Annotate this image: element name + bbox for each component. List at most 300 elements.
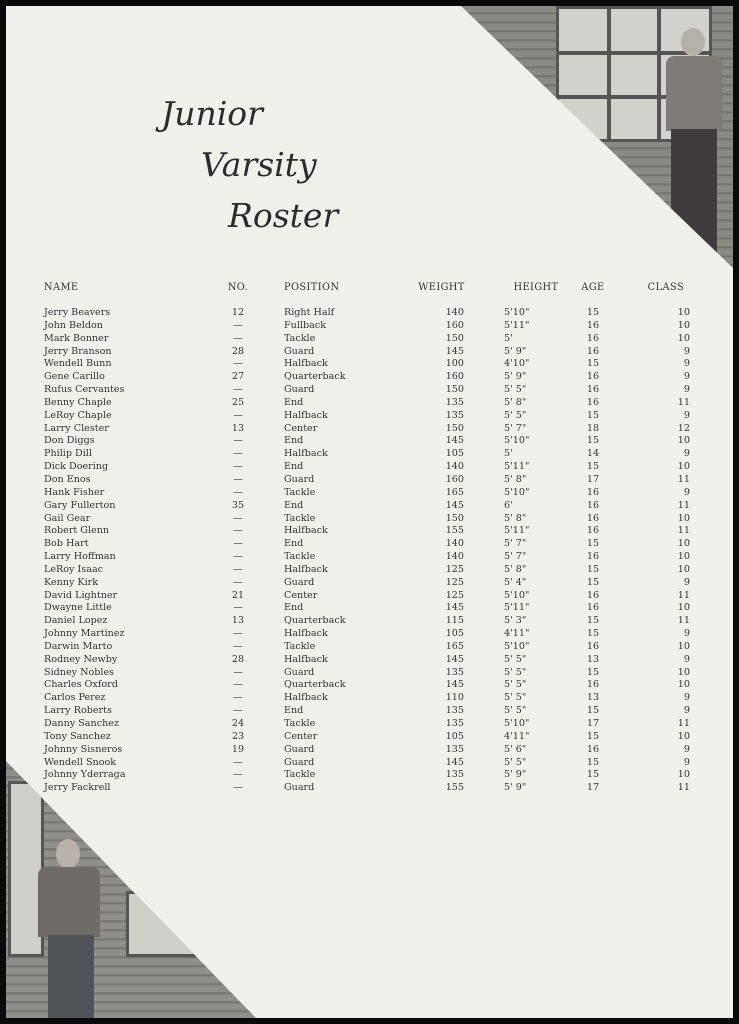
player-name: Benny Chaple [44, 396, 112, 408]
table-row [44, 525, 690, 538]
player-age: 15 [586, 538, 600, 550]
table-row [44, 577, 690, 590]
player-class: 10 [677, 461, 690, 473]
player-height: 5' 9" [504, 782, 527, 794]
player-name: LeRoy Isaac [44, 563, 104, 575]
player-position: Guard [284, 743, 315, 755]
table-row [44, 320, 690, 333]
player-age: 17 [586, 782, 600, 794]
player-position: Tackle [284, 551, 316, 563]
player-age: 15 [586, 563, 600, 575]
table-row [44, 602, 690, 615]
player-age: 16 [586, 486, 600, 498]
player-height: 5' 8" [504, 512, 527, 524]
player-number: — [233, 448, 243, 460]
player-weight: 160 [445, 473, 464, 485]
player-name: Carlos Perez [44, 692, 106, 704]
player-position: Tackle [284, 718, 316, 729]
player-class: 11 [677, 473, 690, 485]
player-age: 14 [586, 448, 600, 460]
player-class: 11 [677, 525, 690, 537]
player-weight: 140 [445, 307, 464, 318]
player-number: — [233, 666, 243, 678]
table-row [44, 448, 690, 461]
player-position: Halfback [284, 653, 328, 665]
table-row [44, 551, 690, 564]
player-age: 15 [586, 730, 600, 742]
player-weight: 150 [445, 384, 464, 396]
column-header-name: NAME [44, 282, 79, 293]
player-position: End [284, 602, 304, 614]
player-age: 13 [586, 692, 600, 704]
player-weight: 155 [445, 525, 464, 537]
player-age: 17 [586, 473, 600, 485]
player-height: 5' 8" [504, 473, 527, 485]
player-number: — [233, 769, 243, 781]
player-name: Johnny Yderraga [44, 769, 126, 781]
table-row [44, 615, 690, 628]
player-number: 28 [231, 345, 245, 357]
table-row [44, 538, 690, 551]
player-height: 5'11" [504, 461, 530, 473]
player-weight: 150 [445, 422, 464, 434]
player-age: 16 [586, 589, 600, 601]
player-class: 9 [683, 756, 690, 768]
player-position: Center [284, 422, 318, 434]
player-name: LeRoy Chaple [44, 409, 112, 421]
player-class: 10 [677, 307, 690, 318]
player-age: 15 [586, 705, 600, 717]
player-class: 11 [677, 499, 690, 511]
player-name: Charles Oxford [44, 679, 118, 691]
player-number: 12 [231, 307, 245, 318]
player-name: Gene Carillo [44, 371, 105, 383]
player-class: 11 [677, 782, 690, 794]
column-header-position: POSITION [284, 282, 340, 293]
player-name: Bob Hart [44, 538, 89, 550]
player-class: 9 [683, 576, 690, 588]
player-height: 5'10" [504, 307, 530, 318]
building-window [126, 891, 202, 957]
player-weight: 160 [445, 371, 464, 383]
player-weight: 135 [445, 409, 464, 421]
player-name: Tony Sanchez [44, 730, 111, 742]
player-age: 16 [586, 371, 600, 383]
player-height: 5'11" [504, 602, 530, 614]
player-height: 5'10" [504, 435, 530, 447]
player-weight: 165 [445, 640, 464, 652]
player-age: 16 [586, 499, 600, 511]
player-number: 13 [231, 422, 245, 434]
player-age: 15 [586, 461, 600, 473]
player-class: 9 [683, 358, 690, 370]
player-name: Rodney Newby [44, 653, 118, 665]
player-height: 5' 7" [504, 538, 527, 550]
table-row [44, 718, 690, 731]
player-height: 5'10" [504, 589, 530, 601]
player-height: 5'10" [504, 640, 530, 652]
player-number: — [233, 756, 243, 768]
player-height: 4'11" [504, 628, 530, 640]
player-age: 15 [586, 576, 600, 588]
table-row [44, 371, 690, 384]
player-position: Halfback [284, 358, 328, 370]
player-head [681, 28, 705, 56]
player-height: 5' 5" [504, 666, 527, 678]
column-header-no: NO. [227, 282, 249, 293]
table-row [44, 692, 690, 705]
player-class: 9 [683, 371, 690, 383]
player-height: 5'10" [504, 486, 530, 498]
player-name: Kenny Kirk [44, 576, 99, 588]
table-row [44, 744, 690, 757]
player-position: Guard [284, 576, 315, 588]
player-number: 25 [231, 396, 245, 408]
player-position: Halfback [284, 525, 328, 537]
player-height: 4'11" [504, 730, 530, 742]
table-row [44, 435, 690, 448]
player-height: 5' 8" [504, 396, 527, 408]
player-age: 16 [586, 640, 600, 652]
player-age: 15 [586, 615, 600, 627]
player-height: 5' 6" [504, 743, 527, 755]
player-class: 10 [677, 602, 690, 614]
player-weight: 135 [445, 718, 464, 729]
table-row [44, 410, 690, 423]
player-class: 9 [683, 409, 690, 421]
player-position: End [284, 435, 304, 447]
player-weight: 125 [445, 589, 464, 601]
player-height: 5' [504, 448, 513, 460]
player-height: 5' 9" [504, 345, 527, 357]
table-row [44, 731, 690, 744]
player-age: 15 [586, 435, 600, 447]
player-number: — [233, 512, 243, 524]
player-name: Dwayne Little [44, 602, 112, 614]
player-height: 5' 7" [504, 422, 527, 434]
player-number: — [233, 576, 243, 588]
player-age: 16 [586, 512, 600, 524]
player-name: Philip Dill [44, 448, 92, 460]
page-title [156, 88, 338, 241]
player-weight: 140 [445, 551, 464, 563]
player-name: Mark Bonner [44, 332, 109, 344]
player-name: Daniel Lopez [44, 615, 108, 627]
player-height: 5' 5" [504, 384, 527, 396]
player-name: John Beldon [44, 319, 103, 331]
player-class: 9 [683, 692, 690, 704]
table-row [44, 333, 690, 346]
column-header-age: AGE [581, 282, 605, 293]
table-row [44, 679, 690, 692]
player-position: Center [284, 730, 318, 742]
player-height: 4'10" [504, 358, 530, 370]
player-name: Gary Fullerton [44, 499, 116, 511]
column-header-height: HEIGHT [513, 282, 559, 293]
table-row [44, 769, 690, 782]
player-name: Sidney Nobles [44, 666, 115, 678]
player-photo-top [461, 6, 733, 268]
player-age: 18 [586, 422, 600, 434]
player-weight: 105 [445, 730, 464, 742]
player-class: 12 [677, 422, 690, 434]
player-weight: 155 [445, 782, 464, 794]
player-position: End [284, 705, 304, 717]
player-number: 28 [231, 653, 245, 665]
player-position: Quarterback [284, 679, 346, 691]
player-age: 16 [586, 384, 600, 396]
player-age: 16 [586, 551, 600, 563]
player-name: Danny Sanchez [44, 718, 119, 729]
player-number: 23 [231, 730, 245, 742]
player-weight: 115 [445, 615, 464, 627]
player-class: 10 [677, 319, 690, 331]
player-position: Guard [284, 473, 315, 485]
table-row [44, 384, 690, 397]
player-class: 10 [677, 679, 690, 691]
player-class: 9 [683, 486, 690, 498]
player-class: 11 [677, 615, 690, 627]
roster-body [44, 307, 690, 795]
player-name: Don Enos [44, 473, 91, 485]
player-number: — [233, 332, 243, 344]
player-name: Dick Doering [44, 461, 109, 473]
player-number: — [233, 692, 243, 704]
player-name: Larry Hoffman [44, 551, 116, 563]
player-weight: 165 [445, 486, 464, 498]
player-age: 16 [586, 602, 600, 614]
player-weight: 100 [445, 358, 464, 370]
player-class: 10 [677, 640, 690, 652]
player-age: 15 [586, 666, 600, 678]
player-name: Robert Glenn [44, 525, 110, 537]
title-line-2: Varsity [201, 145, 317, 184]
table-row [44, 474, 690, 487]
player-position: Tackle [284, 512, 316, 524]
player-position: Right Half [284, 307, 335, 318]
player-age: 16 [586, 319, 600, 331]
table-row [44, 358, 690, 371]
player-position: Quarterback [284, 615, 346, 627]
player-number: — [233, 435, 243, 447]
player-name: Darwin Marto [44, 640, 113, 652]
player-weight: 135 [445, 666, 464, 678]
player-name: Hank Fisher [44, 486, 105, 498]
player-class: 11 [677, 589, 690, 601]
player-number: 27 [231, 371, 245, 383]
table-row [44, 397, 690, 410]
player-height: 5'10" [504, 718, 530, 729]
player-position: Halfback [284, 628, 328, 640]
table-row [44, 564, 690, 577]
player-position: End [284, 538, 304, 550]
player-position: Halfback [284, 409, 328, 421]
player-name: Jerry Branson [44, 345, 112, 357]
player-legs [671, 129, 717, 255]
player-age: 16 [586, 345, 600, 357]
roster-header-row [44, 282, 690, 307]
player-number: — [233, 551, 243, 563]
player-number: — [233, 679, 243, 691]
player-height: 5' 9" [504, 769, 527, 781]
table-row [44, 500, 690, 513]
player-weight: 135 [445, 396, 464, 408]
player-weight: 145 [445, 499, 464, 511]
player-number: 35 [231, 499, 245, 511]
player-position: Tackle [284, 332, 316, 344]
table-row [44, 590, 690, 603]
player-weight: 140 [445, 461, 464, 473]
player-position: Guard [284, 345, 315, 357]
player-class: 11 [677, 396, 690, 408]
table-row [44, 461, 690, 474]
player-number: — [233, 602, 243, 614]
player-age: 16 [586, 396, 600, 408]
player-class: 9 [683, 345, 690, 357]
player-position: End [284, 396, 304, 408]
table-row [44, 487, 690, 500]
player-torso [666, 56, 722, 131]
player-weight: 150 [445, 512, 464, 524]
yearbook-page [6, 6, 733, 1018]
player-position: Guard [284, 666, 315, 678]
player-number: — [233, 705, 243, 717]
player-weight: 105 [445, 628, 464, 640]
player-name: David Lightner [44, 589, 118, 601]
player-height: 5' 5" [504, 653, 527, 665]
player-number: — [233, 628, 243, 640]
player-weight: 135 [445, 705, 464, 717]
player-class: 11 [677, 718, 690, 729]
column-header-weight: WEIGHT [418, 282, 465, 293]
player-number: 24 [231, 718, 245, 729]
title-line-1: Junior [161, 94, 263, 133]
player-position: Guard [284, 756, 315, 768]
player-class: 9 [683, 705, 690, 717]
player-age: 15 [586, 756, 600, 768]
player-number: 13 [231, 615, 245, 627]
table-row [44, 423, 690, 436]
player-class: 9 [683, 628, 690, 640]
player-legs [48, 935, 94, 1018]
player-name: Wendell Bunn [44, 358, 112, 370]
player-class: 10 [677, 769, 690, 781]
player-height: 5' [504, 332, 513, 344]
player-class: 10 [677, 538, 690, 550]
player-class: 9 [683, 448, 690, 460]
player-age: 15 [586, 307, 600, 318]
player-height: 5'11" [504, 319, 530, 331]
player-height: 5' 4" [504, 576, 527, 588]
player-number: — [233, 461, 243, 473]
table-row [44, 667, 690, 680]
table-row [44, 705, 690, 718]
player-position: Tackle [284, 640, 316, 652]
player-class: 10 [677, 563, 690, 575]
player-position: End [284, 499, 304, 511]
player-height: 5' 5" [504, 756, 527, 768]
player-name: Johnny Martinez [44, 628, 125, 640]
player-class: 10 [677, 730, 690, 742]
player-number: — [233, 384, 243, 396]
player-position: Guard [284, 384, 315, 396]
player-class: 9 [683, 384, 690, 396]
player-number: — [233, 525, 243, 537]
column-header-class: CLASS [647, 282, 684, 293]
player-position: Center [284, 589, 318, 601]
player-position: Quarterback [284, 371, 346, 383]
player-number: 21 [231, 589, 245, 601]
player-position: Halfback [284, 448, 328, 460]
player-name: Larry Roberts [44, 705, 112, 717]
player-class: 10 [677, 332, 690, 344]
player-class: 9 [683, 653, 690, 665]
player-weight: 145 [445, 345, 464, 357]
roster-table [44, 282, 690, 795]
player-position: End [284, 461, 304, 473]
player-class: 10 [677, 435, 690, 447]
player-number: — [233, 473, 243, 485]
player-weight: 145 [445, 435, 464, 447]
player-weight: 105 [445, 448, 464, 460]
player-torso [38, 867, 100, 937]
table-row [44, 307, 690, 320]
player-age: 16 [586, 525, 600, 537]
player-number: — [233, 358, 243, 370]
player-age: 16 [586, 332, 600, 344]
player-weight: 135 [445, 743, 464, 755]
player-number: 19 [231, 743, 245, 755]
table-row [44, 654, 690, 667]
player-head [56, 839, 80, 869]
player-position: Tackle [284, 486, 316, 498]
player-height: 5' 5" [504, 679, 527, 691]
player-age: 16 [586, 743, 600, 755]
player-age: 15 [586, 628, 600, 640]
player-height: 5' 7" [504, 551, 527, 563]
player-photo-bottom [6, 761, 256, 1018]
player-weight: 125 [445, 563, 464, 575]
player-weight: 150 [445, 332, 464, 344]
player-age: 16 [586, 679, 600, 691]
player-name: Jerry Fackrell [44, 782, 111, 794]
player-height: 5' 5" [504, 409, 527, 421]
player-height: 5' 5" [504, 692, 527, 704]
table-row [44, 513, 690, 526]
player-number: — [233, 538, 243, 550]
player-age: 15 [586, 409, 600, 421]
player-number: — [233, 640, 243, 652]
table-row [44, 641, 690, 654]
player-weight: 135 [445, 769, 464, 781]
player-name: Rufus Cervantes [44, 384, 125, 396]
player-height: 5'11" [504, 525, 530, 537]
player-weight: 160 [445, 319, 464, 331]
player-position: Halfback [284, 692, 328, 704]
table-row [44, 782, 690, 795]
title-line-3: Roster [228, 196, 339, 235]
player-name: Johnny Sisneros [44, 743, 123, 755]
player-weight: 145 [445, 653, 464, 665]
player-number: — [233, 319, 243, 331]
player-number: — [233, 486, 243, 498]
player-weight: 145 [445, 602, 464, 614]
player-name: Gail Gear [44, 512, 91, 524]
player-position: Halfback [284, 563, 328, 575]
player-class: 10 [677, 551, 690, 563]
player-age: 17 [586, 718, 600, 729]
player-weight: 145 [445, 756, 464, 768]
